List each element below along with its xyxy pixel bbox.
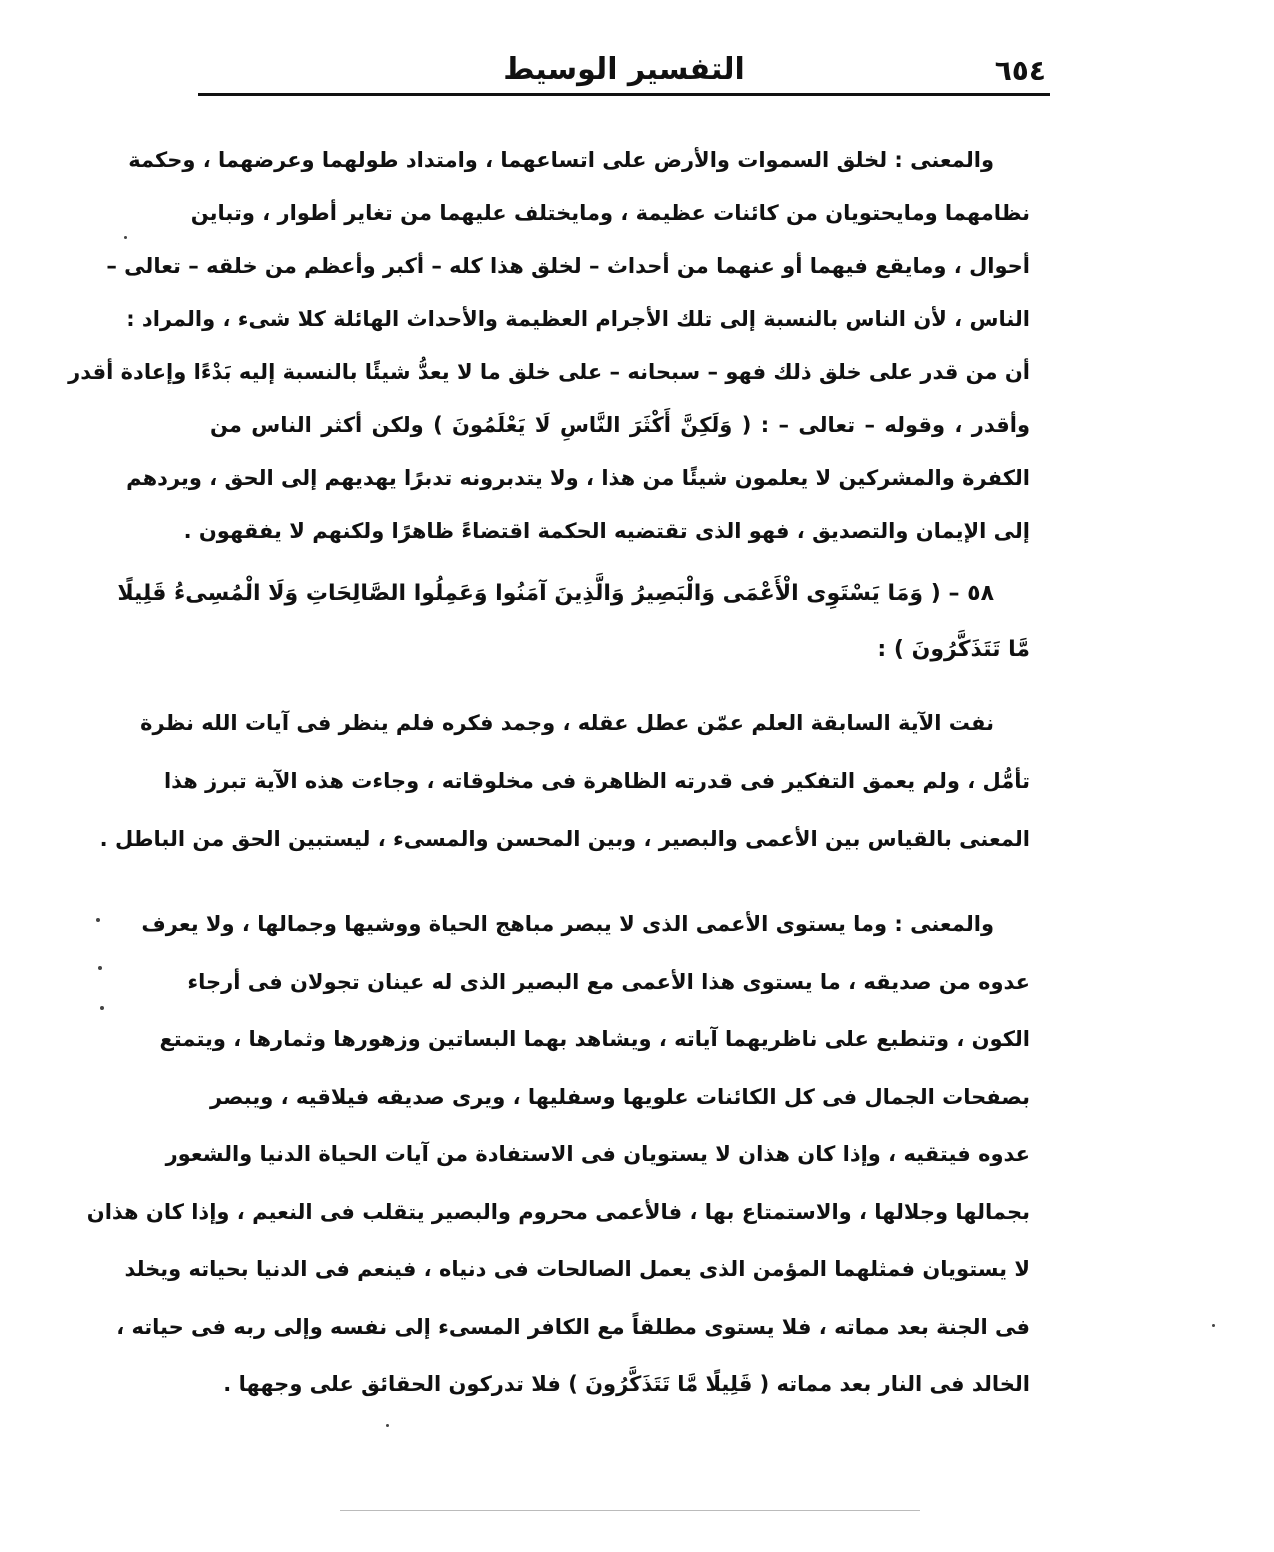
paragraph-meaning-2 — [86, 896, 1030, 1414]
text-line: إلى الإيمان والتصديق ، فهو الذى تقتضيه الحكمة اقتضاءً ظاهرًا ولكنهم لا يفقهون . — [183, 519, 1030, 543]
paragraph-intro — [99, 694, 1030, 868]
text-line: فى الجنة بعد مماته ، فلا يستوى مطلقاً مع الكافر المسىء إلى نفسه وإلى ربه فى حياته ، — [116, 1314, 1030, 1339]
text-line: أن من قدر على خلق ذلك فهو – سبحانه – على خلق ما لا يعدُّ شيئًا بالنسبة إليه بَدْءًا وإعادة أقدر — [68, 360, 1030, 384]
verse-58 — [117, 566, 1030, 678]
page-number: ٦٥٤ — [994, 54, 1046, 87]
text-line: تأمُّل ، ولم يعمق التفكير فى قدرته الظاهرة فى مخلوقاته ، وجاءت هذه الآية تبرز هذا — [163, 769, 1030, 793]
text-line: نظامهما ومايحتويان من كائنات عظيمة ، ومايختلف عليهما من تغاير أطوار ، وتباين — [190, 201, 1030, 225]
text-line: عدوه من صديقه ، ما يستوى هذا الأعمى مع البصير الذى له عينان تجولان فى أرجاء — [187, 969, 1030, 994]
header-rule — [198, 93, 1050, 96]
scan-speck — [386, 1424, 389, 1427]
page-header — [198, 52, 1050, 96]
running-title: التفسير الوسيط — [503, 52, 745, 87]
text-line: عدوه فيتقيه ، وإذا كان هذان لا يستويان فى الاستفادة من آيات الحياة الدنيا والشعور — [165, 1142, 1030, 1166]
text-line: أحوال ، ومايقع فيهما أو عنهما من أحداث – لخلق هذا كله – أكبر وأعظم من خلقه – تعالى – — [106, 254, 1030, 278]
text-line: المعنى بالقياس بين الأعمى والبصير ، وبين المحسن والمسىء ، ليستبين الحق من الباطل . — [99, 827, 1030, 851]
scan-speck — [98, 966, 102, 970]
text-line: لا يستويان فمثلهما المؤمن الذى يعمل الصالحات فى دنياه ، فينعم فى الدنيا بحياته ويخلد — [124, 1257, 1030, 1281]
text-line: وأقدر ، وقوله – تعالى – : ( وَلَكِنَّ أَكْثَرَ النَّاسِ لَا يَعْلَمُونَ ) ولكن أكثر الناس من — [210, 413, 1030, 437]
paragraph-meaning-1 — [68, 134, 1030, 558]
text-line: بجمالها وجلالها ، والاستمتاع بها ، فالأعمى محروم والبصير يتقلب فى النعيم ، وإذا كان هذان — [86, 1199, 1030, 1224]
text-line: نفت الآية السابقة العلم عمّن عطل عقله ، وجمد فكره فلم ينظر فى آيات الله نظرة — [140, 711, 994, 735]
verse-line: ٥٨ – ( وَمَا يَسْتَوِى الْأَعْمَى وَالْبَصِيرُ وَالَّذِينَ آمَنُوا وَعَمِلُوا الصَّالِحَاتِ وَلَا الْمُسِىءُ قَلِيلًا — [117, 581, 994, 606]
text-line: الكون ، وتنطبع على ناظريهما آياته ، ويشاهد بهما البساتين وزهورها وثمارها ، ويتمتع — [159, 1027, 1030, 1051]
scan-speck — [96, 918, 100, 922]
scan-speck — [1212, 1324, 1215, 1327]
text-line: والمعنى : وما يستوى الأعمى الذى لا يبصر مباهج الحياة ووشيها وجمالها ، ولا يعرف — [141, 912, 994, 936]
text-line: الناس ، لأن الناس بالنسبة إلى تلك الأجرام العظيمة والأحداث الهائلة كلا شىء ، والمراد : — [126, 307, 1030, 331]
verse-line: مَّا تَتَذَكَّرُونَ ) : — [877, 637, 1030, 662]
text-line: والمعنى : لخلق السموات والأرض على اتساعهما ، وامتداد طولهما وعرضهما ، وحكمة — [128, 148, 994, 172]
text-line: الخالد فى النار بعد مماته ( قَلِيلًا مَّا تَتَذَكَّرُونَ ) فلا تدركون الحقائق على وجهها . — [223, 1372, 1030, 1396]
scan-edge-line — [340, 1510, 920, 1511]
scan-speck — [124, 236, 127, 239]
text-line: بصفحات الجمال فى كل الكائنات علويها وسفليها ، ويرى صديقه فيلاقيه ، ويبصر — [210, 1084, 1030, 1109]
scan-speck — [100, 1006, 104, 1010]
text-line: الكفرة والمشركين لا يعلمون شيئًا من هذا ، ولا يتدبرونه تدبرًا يهديهم إلى الحق ، ويردهم — [126, 466, 1030, 490]
